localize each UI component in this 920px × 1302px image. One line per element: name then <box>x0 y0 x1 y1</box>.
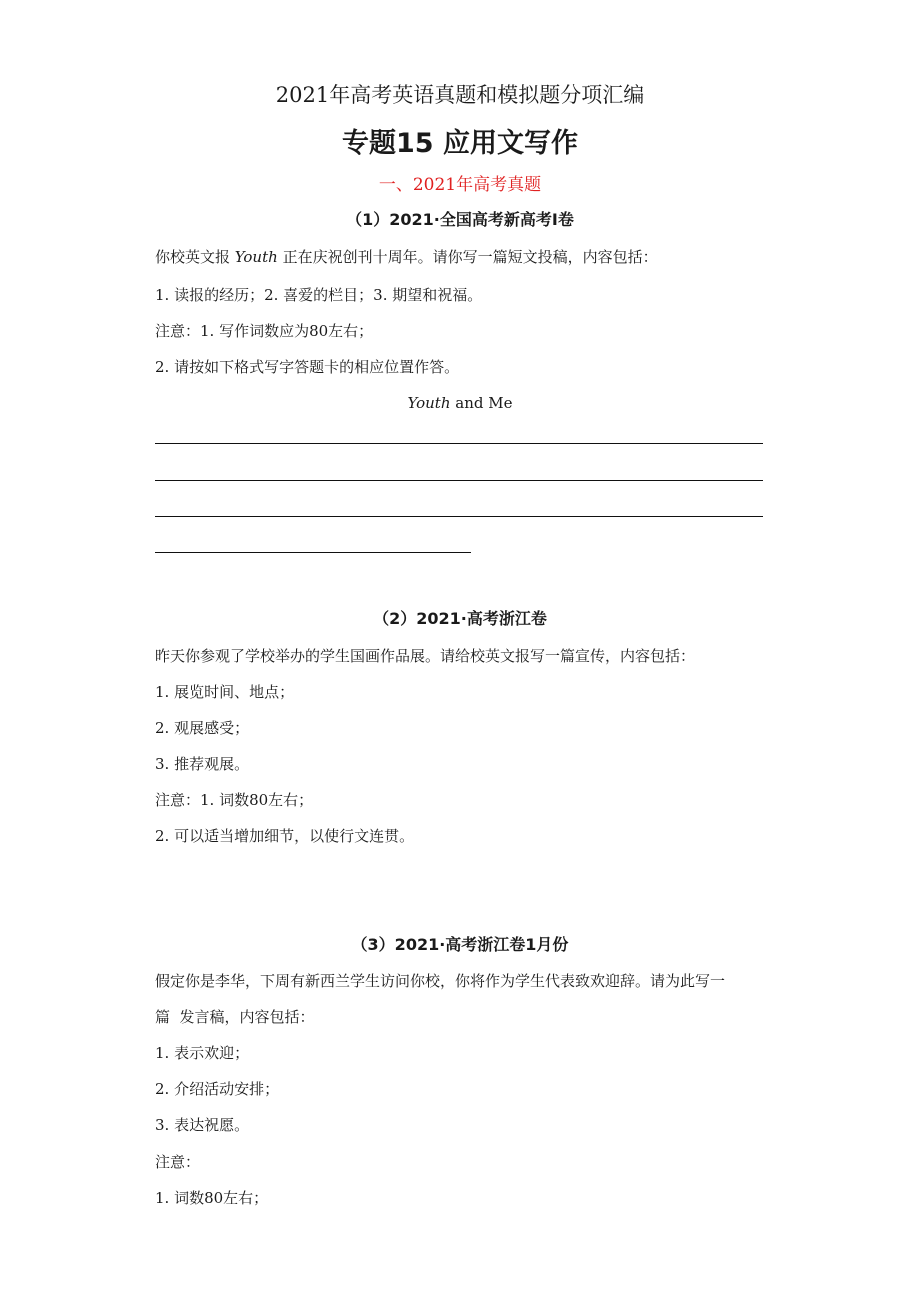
document-title: 2021年高考英语真题和模拟题分项汇编 <box>275 83 645 107</box>
question-2-intro: 昨天你参观了学校举办的学生国画作品展。请给校英文报写一篇宣传，内容包括： <box>155 647 696 665</box>
question-1-note-2: 2. 请按如下格式写字答题卡的相应位置作答。 <box>155 358 460 376</box>
question-2-point-2: 2. 观展感受； <box>155 719 250 737</box>
answer-line-1 <box>155 443 763 444</box>
question-3-intro-line-2: 篇 发言稿，内容包括： <box>155 1008 315 1026</box>
essay-title <box>0 392 920 414</box>
question-3-note-label: 注意： <box>155 1153 201 1171</box>
youth-newspaper-name: Youth <box>234 248 278 266</box>
question-3-point-2: 2. 介绍活动安排； <box>155 1080 280 1098</box>
question-1-points: 1. 读报的经历；2. 喜爱的栏目；3. 期望和祝福。 <box>155 286 483 304</box>
question-1-note-1: 注意：1. 写作词数应为80左右； <box>155 322 374 340</box>
answer-line-3 <box>155 516 763 517</box>
essay-title-rest: and Me <box>450 394 513 412</box>
section-title: 一、2021年高考真题 <box>378 175 542 195</box>
question-1-intro <box>155 246 658 268</box>
question-1-title: （1）2021·全国高考新高考Ⅰ卷 <box>346 210 574 229</box>
question-3-point-3: 3. 表达祝愿。 <box>155 1116 250 1134</box>
question-2-title: （2）2021·高考浙江卷 <box>373 609 547 628</box>
question-2-note-2: 2. 可以适当增加细节，以使行文连贯。 <box>155 827 415 845</box>
question-3-point-1: 1. 表示欢迎； <box>155 1044 250 1062</box>
question-3-intro-line-1: 假定你是李华，下周有新西兰学生访问你校，你将作为学生代表致欢迎辞。请为此写一 <box>155 972 726 990</box>
question-3-title: （3）2021·高考浙江卷1月份 <box>351 935 569 954</box>
answer-line-2 <box>155 480 763 481</box>
answer-line-4 <box>155 552 471 553</box>
question-2-point-3: 3. 推荐观展。 <box>155 755 250 773</box>
essay-title-italic: Youth <box>407 394 451 412</box>
question-1-intro-post: 正在庆祝创刊十周年。请你写一篇短文投稿，内容包括： <box>282 248 658 266</box>
question-3-note-1: 1. 词数80左右； <box>155 1189 269 1207</box>
question-1-intro-pre: 你校英文报 <box>155 248 231 266</box>
question-2-note-1: 注意：1. 词数80左右； <box>155 791 314 809</box>
topic-title: 专题15 应用文写作 <box>342 128 578 159</box>
question-2-point-1: 1. 展览时间、地点； <box>155 683 295 701</box>
